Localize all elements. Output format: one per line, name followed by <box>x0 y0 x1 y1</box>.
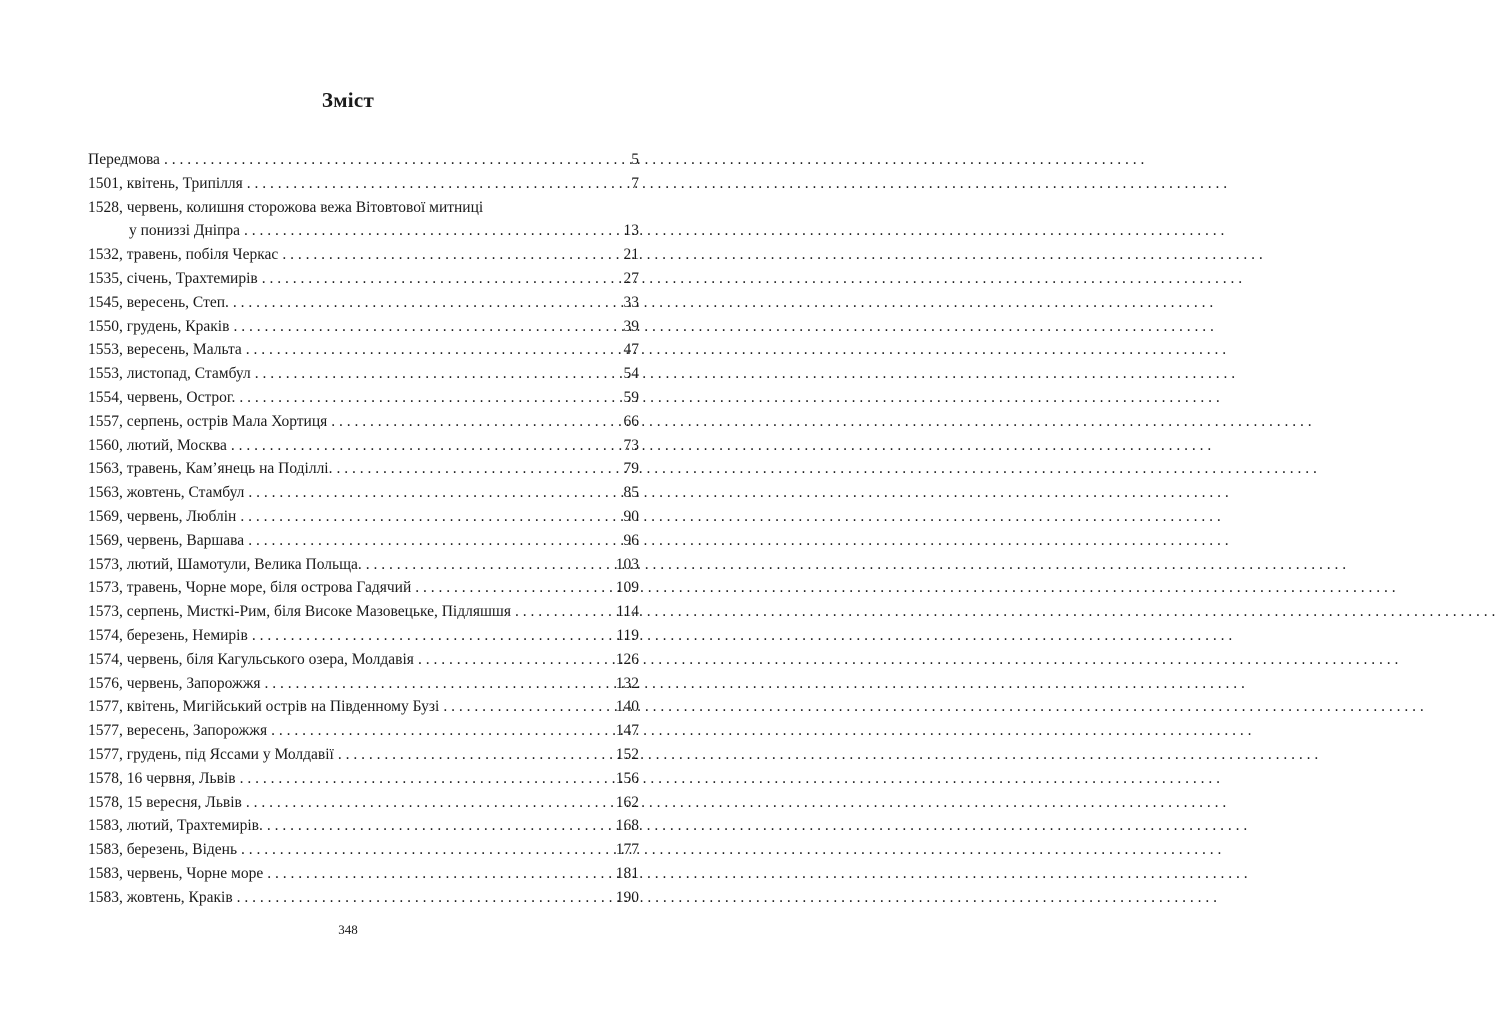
toc-entry-label: 1573, серпень, Мисткі-Рим, біля Високе Мазовецьке, Підляшшя <box>88 603 511 621</box>
toc-entry[interactable] <box>88 434 639 458</box>
toc-entry[interactable] <box>88 814 639 838</box>
toc-page-number: 96 <box>623 531 639 549</box>
toc-page-number: 73 <box>623 436 639 454</box>
toc-leader-dots <box>252 624 614 648</box>
toc-entry-label: 1576, червень, Запорожжя <box>88 674 261 692</box>
toc-entry-label: 1574, березень, Немирів <box>88 626 248 644</box>
toc-leader-dots <box>515 600 613 624</box>
toc-leader-dots <box>164 148 628 172</box>
toc-page-number: 79 <box>623 460 639 478</box>
toc-entry[interactable] <box>88 791 639 815</box>
toc-entry[interactable] <box>88 886 639 910</box>
toc-page-number: 47 <box>623 341 639 359</box>
toc-entry[interactable] <box>88 481 639 505</box>
table-of-contents <box>88 148 639 910</box>
toc-entry[interactable] <box>88 338 639 362</box>
toc-entry[interactable] <box>88 267 639 291</box>
toc-entry-label-continued: у пониззі Дніпра <box>129 222 240 240</box>
toc-entry[interactable] <box>88 243 639 267</box>
toc-entry-label: 1578, 15 вересня, Львів <box>88 793 242 811</box>
toc-page-number: 27 <box>623 269 639 287</box>
toc-entry-label: 1583, березень, Відень <box>88 841 238 859</box>
toc-page-number: 109 <box>615 579 639 597</box>
toc-leader-dots <box>246 791 613 815</box>
toc-page-number: 103 <box>615 555 639 573</box>
toc-entry-label: 1553, листопад, Стамбул <box>88 365 251 383</box>
toc-entry-label: 1501, квітень, Трипілля <box>88 174 243 192</box>
toc-entry[interactable] <box>88 148 639 172</box>
toc-entry[interactable] <box>88 600 639 624</box>
toc-leader-dots <box>239 386 620 410</box>
toc-leader-dots <box>248 529 620 553</box>
toc-entry[interactable] <box>88 862 639 886</box>
toc-entry-label: Передмова <box>88 151 160 168</box>
toc-entry[interactable] <box>88 362 639 386</box>
toc-page-number: 177 <box>615 841 639 859</box>
toc-leader-dots <box>282 243 620 267</box>
toc-entry-label: 1577, вересень, Запорожжя <box>88 722 268 740</box>
toc-page-number: 147 <box>615 722 639 740</box>
toc-entry-label: 1583, жовтень, Краків <box>88 888 233 906</box>
toc-leader-dots <box>246 338 621 362</box>
toc-page-number: 162 <box>615 793 639 811</box>
toc-page-number: 119 <box>616 626 639 644</box>
toc-entry[interactable] <box>88 505 639 529</box>
toc-leader-dots <box>271 719 613 743</box>
toc-page-number: 33 <box>623 293 639 311</box>
toc-page-number: 152 <box>615 745 639 763</box>
toc-entry-label: 1583, червень, Чорне море <box>88 864 264 882</box>
toc-leader-dots <box>231 434 621 458</box>
toc-entry[interactable] <box>88 410 639 434</box>
toc-entry[interactable] <box>88 695 639 719</box>
toc-entry[interactable] <box>88 719 639 743</box>
toc-page-number: 190 <box>615 888 639 906</box>
toc-entry[interactable] <box>88 648 639 672</box>
toc-page-number: 126 <box>615 650 639 668</box>
toc-leader-dots <box>255 362 621 386</box>
toc-entry-label: 1574, червень, біля Кагульського озера, Молдавія <box>88 650 414 668</box>
toc-leader-dots <box>336 457 620 481</box>
toc-page-number: 59 <box>623 388 639 406</box>
toc-page-number: 7 <box>631 174 639 192</box>
toc-entry[interactable] <box>88 838 639 862</box>
toc-entry-label: 1573, лютий, Шамотули, Велика Польща. <box>88 555 362 573</box>
toc-page-number: 39 <box>623 317 639 335</box>
toc-leader-dots <box>233 315 620 339</box>
toc-entry[interactable] <box>88 291 639 315</box>
toc-entry-label: 1532, травень, побіля Черкас <box>88 246 279 264</box>
toc-page-number: 54 <box>623 365 639 383</box>
toc-leader-dots <box>237 886 613 910</box>
toc-page-number: 140 <box>615 698 639 716</box>
toc-entry-label: 1535, січень, Трахтемирів <box>88 269 258 287</box>
toc-entry[interactable] <box>88 172 639 196</box>
toc-leader-dots <box>240 505 620 529</box>
toc-entry-label: 1569, червень, Люблін <box>88 507 237 525</box>
toc-page-number: 13 <box>623 222 639 240</box>
toc-entry-label: 1554, червень, Острог. <box>88 388 236 406</box>
toc-page-number: 90 <box>623 507 639 525</box>
toc-entry-label: 1569, червень, Варшава <box>88 531 245 549</box>
toc-leader-dots <box>247 172 628 196</box>
toc-page-number: 114 <box>616 603 639 621</box>
toc-page-number: 168 <box>615 817 639 835</box>
toc-entry[interactable] <box>88 457 639 481</box>
toc-page-number: 66 <box>623 412 639 430</box>
toc-entry-label: 1557, серпень, острів Мала Хортиця <box>88 412 328 430</box>
page-title: Зміст <box>321 88 375 112</box>
toc-entry-label: 1577, грудень, під Яссами у Молдавії <box>88 745 334 763</box>
toc-entry-label: 1545, вересень, Степ. <box>88 293 229 311</box>
toc-entry-label: 1578, 16 червня, Львів <box>88 769 236 787</box>
toc-leader-dots <box>415 576 612 600</box>
toc-leader-dots <box>418 648 613 672</box>
toc-entry[interactable] <box>88 315 639 339</box>
toc-entry[interactable] <box>88 624 639 648</box>
toc-leader-dots <box>267 862 613 886</box>
toc-leader-dots <box>443 695 612 719</box>
toc-entry-label: 1563, травень, Кам’янець на Поділлі. <box>88 460 333 478</box>
toc-entry[interactable] <box>88 196 639 244</box>
toc-entry-label: 1553, вересень, Мальта <box>88 341 242 359</box>
page-number-folio: 348 <box>338 922 358 937</box>
toc-entry[interactable] <box>88 767 639 791</box>
toc-entry-label: 1528, червень, колишня сторожова вежа Вітовтової митниці <box>88 198 484 216</box>
toc-entry-label: 1577, квітень, Мигійський острів на Південному Бузі <box>88 698 440 716</box>
toc-entry[interactable] <box>88 553 639 577</box>
toc-leader-dots <box>244 219 621 243</box>
toc-page-number: 156 <box>615 769 639 787</box>
toc-entry-label: 1573, травень, Чорне море, біля острова Гадячий <box>88 579 412 597</box>
toc-entry[interactable] <box>88 743 639 767</box>
toc-leader-dots <box>338 743 613 767</box>
toc-leader-dots <box>240 767 613 791</box>
toc-page-number: 85 <box>623 484 639 502</box>
toc-leader-dots <box>248 481 620 505</box>
toc-entry[interactable] <box>88 386 639 410</box>
toc-leader-dots <box>267 814 613 838</box>
toc-entry[interactable] <box>88 529 639 553</box>
toc-leader-dots <box>331 410 620 434</box>
toc-entry-label: 1583, лютий, Трахтемирів. <box>88 817 263 835</box>
toc-leader-dots <box>241 838 613 862</box>
toc-page-number: 21 <box>623 246 639 264</box>
toc-entry[interactable] <box>88 576 639 600</box>
toc-leader-dots <box>233 291 621 315</box>
toc-entry[interactable] <box>88 672 639 696</box>
toc-entry-label: 1550, грудень, Краків <box>88 317 230 335</box>
toc-page-number: 132 <box>615 674 639 692</box>
toc-leader-dots <box>265 672 613 696</box>
toc-page-number: 5 <box>631 151 639 168</box>
toc-page-number: 181 <box>615 864 639 882</box>
toc-leader-dots <box>262 267 621 291</box>
toc-leader-dots <box>366 553 613 577</box>
toc-entry-label: 1563, жовтень, Стамбул <box>88 484 245 502</box>
toc-entry-label: 1560, лютий, Москва <box>88 436 227 454</box>
